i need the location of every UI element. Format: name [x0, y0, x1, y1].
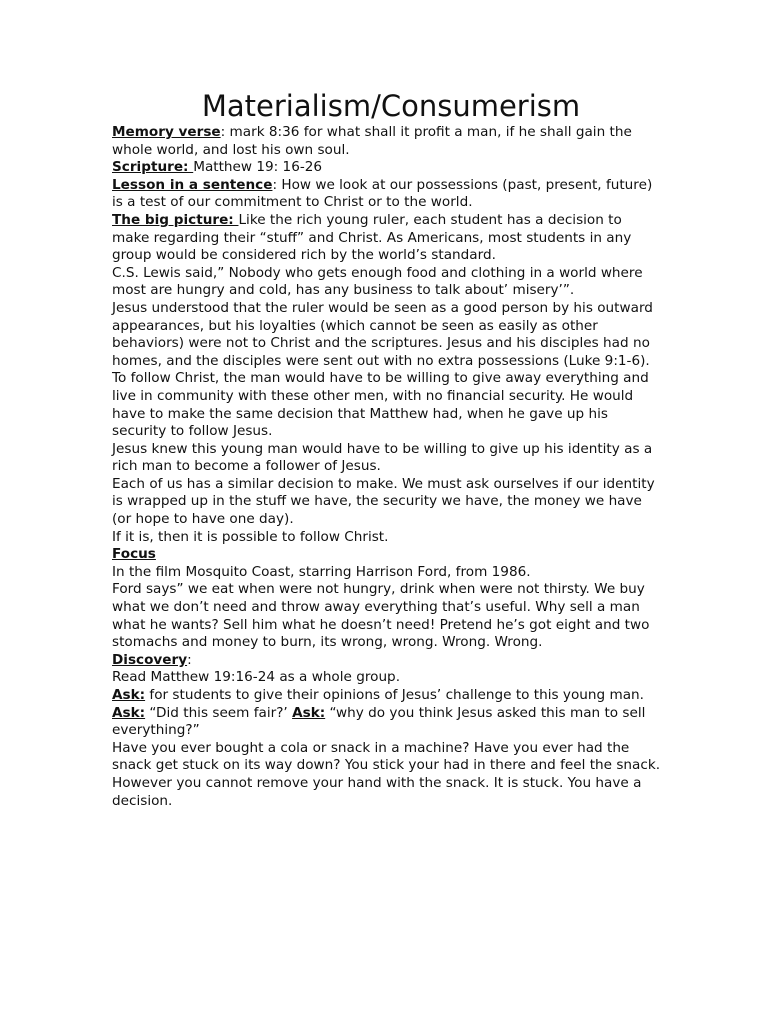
discovery-heading [112, 652, 662, 670]
discovery-read: Read Matthew 19:16-24 as a whole group. [112, 669, 401, 686]
ask-label: Ask: [112, 704, 146, 721]
ask-text: “Did this seem fair?’ [145, 704, 293, 721]
body-paragraph: If it is, then it is possible to follow Christ. [112, 528, 389, 545]
big-picture-label: The big picture: [112, 211, 239, 228]
lesson-text: : How we look at our possessions (past, present, future) is a test of our commitment to Christ or to the world. [112, 176, 653, 211]
memory-verse-label: Memory verse [112, 124, 221, 140]
focus-heading [112, 546, 662, 564]
lesson-label: Lesson in a sentence [112, 176, 273, 193]
body-paragraph: Jesus knew this young man would have to be willing to give up his identity as a rich man to become a follower of Jesus. [112, 440, 653, 475]
scripture-label: Scripture: [112, 159, 194, 176]
body-paragraph: Each of us has a similar decision to make. We must ask ourselves if our identity is wrapped up in the stuff we have, the security we have, the money we have (or hope to have one day). [112, 475, 655, 528]
body-paragraph: C.S. Lewis said,” Nobody who gets enough food and clothing in a world where most are hungry and cold, has any business to talk about’ misery’”. [112, 264, 643, 299]
lesson-in-a-sentence [112, 177, 662, 212]
body-paragraph: Jesus understood that the ruler would be seen as a good person by his outward appearances, but his loyalties (which cannot be seen as easily as other behaviors) were not to Christ and the scriptures. Jesus and his disciples had no homes, and the disciples were sent out with no extra possessions (Luke 9:1-6). To follow Christ, the man would have to be willing to give away everything and live in community with these other men, with no financial security. He would have to make the same decision that Matthew had, when he gave up his security to follow Jesus. [112, 299, 653, 440]
discovery-label: Discovery [112, 651, 188, 668]
memory-verse-text: : mark 8:36 for what shall it profit a man, if he shall gain the whole world, and lost his own soul. [112, 124, 632, 158]
discovery-ask [112, 687, 662, 740]
focus-paragraph: In the film Mosquito Coast, starring Harrison Ford, from 1986. [112, 563, 531, 580]
ask-label: Ask: [292, 704, 326, 721]
scripture-text: Matthew 19: 16-26 [193, 159, 323, 176]
page-title: Materialism/Consumerism [201, 89, 581, 123]
memory-verse [112, 124, 662, 159]
big-picture [112, 212, 662, 265]
discovery-colon: : [187, 651, 192, 668]
ask-text: “why do you think Jesus asked this man to sell everything?” [112, 704, 646, 739]
big-picture-text: Like the rich young ruler, each student has a decision to make regarding their “stuff” and Christ. As Americans, most students in any group would be considered rich by the world’s standard. [112, 211, 632, 264]
scripture [112, 159, 662, 177]
ask-text: for students to give their opinions of Jesus’ challenge to this young man. [145, 687, 644, 703]
focus-paragraph: Ford says” we eat when were not hungry, drink when were not thirsty. We buy what we don’t need and throw away everything that’s useful. Why sell a man what he wants? Sell him what he doesn’t need! Pretend he’s got eight and two stomachs and money to burn, its wrong, wrong. Wrong. Wrong. [112, 581, 650, 651]
ask-label: Ask: [112, 687, 146, 703]
discovery-closing: Have you ever bought a cola or snack in a machine? Have you ever had the snack get stuck on its way down? You stick your had in there and feel the snack. However you cannot remove your hand with the snack. It is stuck. You have a decision. [112, 739, 661, 809]
focus-label: Focus [112, 546, 156, 563]
document-page [112, 88, 662, 810]
